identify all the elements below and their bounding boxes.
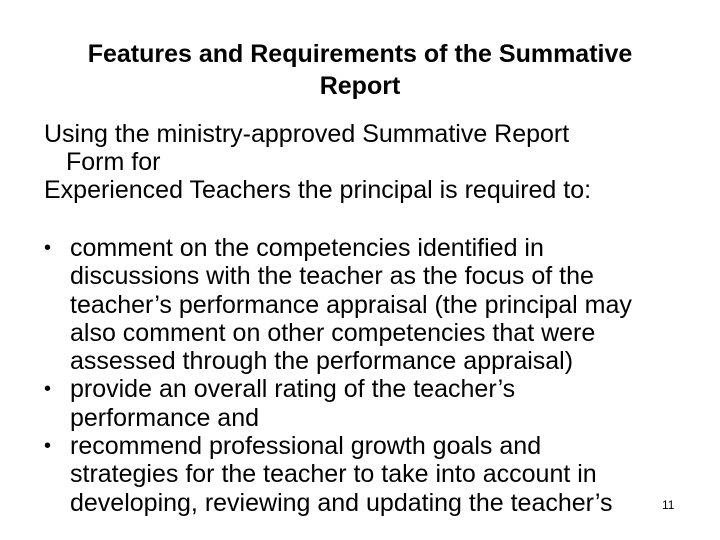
bullet-line: strategies for the teacher to take into account in bbox=[70, 460, 597, 489]
slide-title-line: Features and Requirements of the Summative bbox=[87, 40, 633, 68]
slide-title bbox=[40, 38, 680, 102]
bullet-line: also comment on other competencies that were bbox=[70, 318, 596, 347]
intro-paragraph bbox=[44, 120, 704, 204]
bullet-icon: • bbox=[44, 237, 52, 259]
bullet-icon: • bbox=[44, 435, 52, 458]
intro-line: Using the ministry-approved Summative Report bbox=[44, 120, 570, 148]
intro-line: Form for bbox=[66, 148, 161, 176]
bullet-list bbox=[44, 234, 694, 517]
intro-line: Experienced Teachers the principal is required to: bbox=[44, 176, 592, 204]
bullet-line: developing, reviewing and updating the teacher’s bbox=[70, 488, 613, 517]
page-number: 11 bbox=[662, 498, 675, 512]
bullet-line: comment on the competencies identified in bbox=[70, 234, 544, 262]
bullet-line: provide an overall rating of the teacher’s bbox=[70, 375, 516, 404]
bullet-line: discussions with the teacher as the focus of the bbox=[70, 262, 594, 291]
bullet-line: performance and bbox=[70, 403, 260, 432]
bullet-item bbox=[44, 432, 694, 517]
slide-title-line: Report bbox=[319, 72, 401, 100]
bullet-item bbox=[44, 234, 694, 375]
bullet-line: recommend professional growth goals and bbox=[70, 432, 542, 461]
bullet-line: teacher’s performance appraisal (the principal may bbox=[70, 290, 632, 319]
bullet-icon: • bbox=[44, 378, 52, 401]
bullet-line: assessed through the performance appraisal) bbox=[70, 347, 574, 376]
bullet-item bbox=[44, 375, 694, 432]
